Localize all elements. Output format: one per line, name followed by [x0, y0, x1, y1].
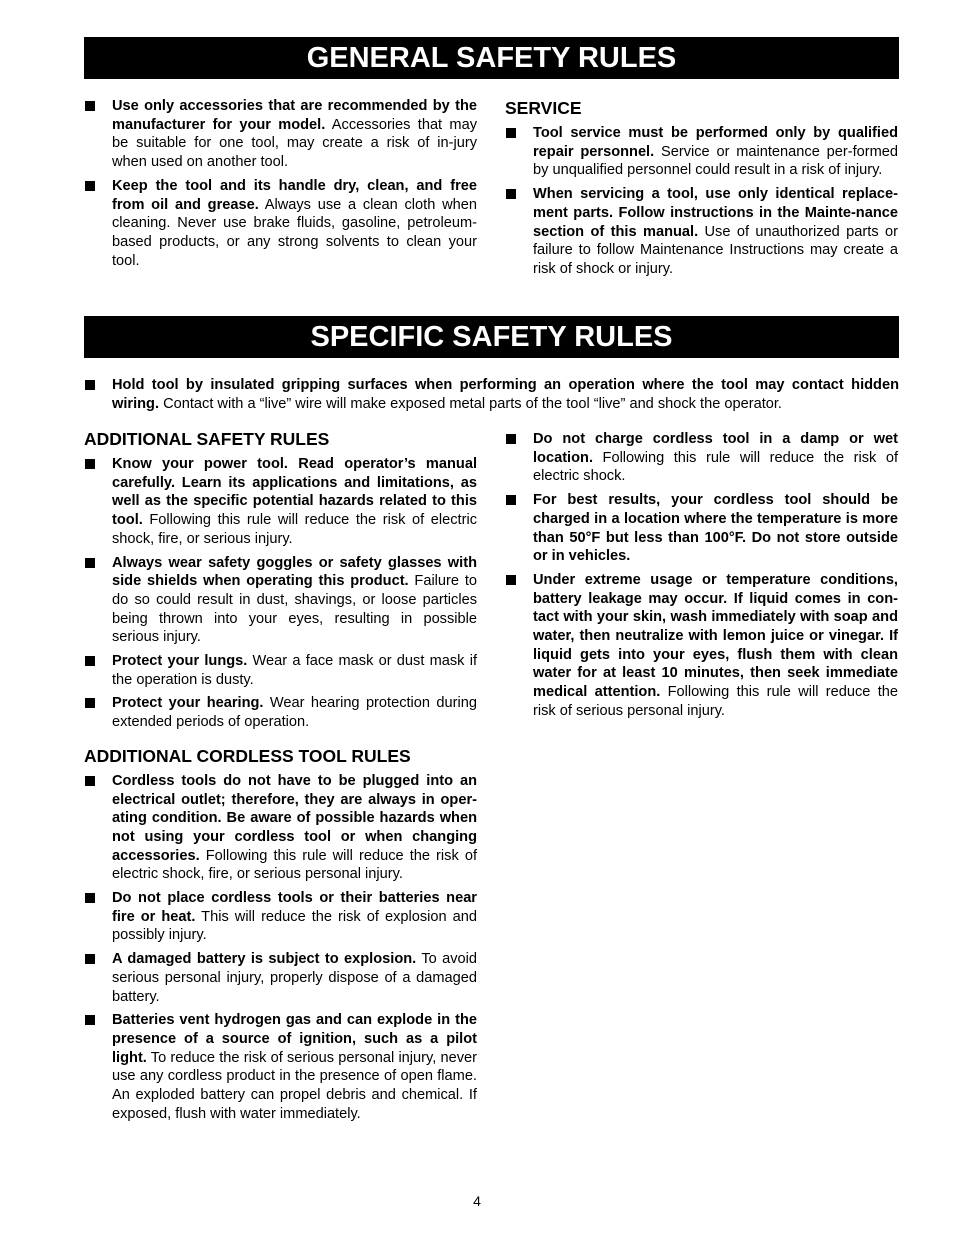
square-bullet-icon	[85, 698, 95, 708]
square-bullet-icon	[85, 776, 95, 786]
square-bullet-icon	[506, 189, 516, 199]
general-left-column	[84, 97, 477, 275]
specific-safety-rules-heading: SPECIFIC SAFETY RULES	[84, 316, 899, 358]
list-item: For best results, your cordless tool should be charged in a location where the temperature is more than 50°F but less than 100°F. Do not store outside or in vehicles.	[505, 491, 898, 566]
square-bullet-icon	[85, 893, 95, 903]
list-item: Keep the tool and its handle dry, clean, and free from oil and grease. Always use a clean cloth when cleaning. Never use brake fluids, gasoline, petroleum-based products, or any strong solvents to clean your tool.	[84, 177, 477, 271]
list-item: Know your power tool. Read operator’s manual carefully. Learn its applications and limitations, as well as the specific potential hazards related to this tool. Following this rule will reduce the risk of electric shock, fire, or serious injury.	[84, 455, 477, 549]
square-bullet-icon	[85, 656, 95, 666]
list-item: Always wear safety goggles or safety glasses with side shields when operating this product. Failure to do so could result in dust, shavings, or loose particles being thrown into your eyes, resulting in possible serious injury.	[84, 554, 477, 648]
square-bullet-icon	[85, 954, 95, 964]
list-item: Hold tool by insulated gripping surfaces when performing an operation where the tool may contact hidden wiring. Contact with a “live” wire will make exposed metal parts of the tool “live” and shock the operator.	[84, 376, 899, 413]
additional-cordless-tool-rules-heading: ADDITIONAL CORDLESS TOOL RULES	[84, 745, 411, 766]
square-bullet-icon	[85, 101, 95, 111]
list-item: When servicing a tool, use only identical replace-ment parts. Follow instructions in the Mainte-nance section of this manual. Use of unauthorized parts or failure to follow Maintenance Instructions may create a risk of shock or injury.	[505, 185, 898, 279]
square-bullet-icon	[506, 495, 516, 505]
square-bullet-icon	[85, 459, 95, 469]
square-bullet-icon	[506, 575, 516, 585]
specific-right-column	[505, 430, 898, 726]
list-item: Protect your hearing. Wear hearing protection during extended periods of operation.	[84, 694, 477, 731]
list-item: Protect your lungs. Wear a face mask or dust mask if the operation is dusty.	[84, 652, 477, 689]
list-item: Batteries vent hydrogen gas and can explode in the presence of a source of ignition, such as a pilot light. To reduce the risk of serious personal injury, never use any cordless product in the presence of open flame. An exploded battery can propel debris and chemical. If exposed, flush with water immediately.	[84, 1011, 477, 1123]
list-item: Do not place cordless tools or their batteries near fire or heat. This will reduce the risk of explosion and possibly injury.	[84, 889, 477, 945]
specific-left-column	[84, 429, 477, 1129]
list-item: Do not charge cordless tool in a damp or wet location. Following this rule will reduce the risk of electric shock.	[505, 430, 898, 486]
list-item: Under extreme usage or temperature conditions, battery leakage may occur. If liquid comes in con-tact with your skin, wash immediately with soap and water, then neutralize with lemon juice or vinegar. If liquid gets into your eyes, flush them with clean water for at least 10 minutes, then seek immediate medical attention. Following this rule will reduce the risk of serious personal injury.	[505, 571, 898, 721]
list-item: A damaged battery is subject to explosion. To avoid serious personal injury, properly dispose of a damaged battery.	[84, 950, 477, 1006]
service-column	[505, 98, 898, 284]
list-item: Use only accessories that are recommended by the manufacturer for your model. Accessories that may be suitable for one tool, may create a risk of in-jury when used on another tool.	[84, 97, 477, 172]
page-number: 4	[473, 1193, 481, 1209]
service-heading: SERVICE	[505, 98, 582, 118]
square-bullet-icon	[85, 558, 95, 568]
square-bullet-icon	[506, 128, 516, 138]
hidden-wiring-rule	[84, 376, 899, 418]
additional-safety-rules-heading: ADDITIONAL SAFETY RULES	[84, 429, 330, 449]
list-item: Tool service must be performed only by qualified repair personnel. Service or maintenance per-formed by unqualified personnel could result in a risk of injury.	[505, 124, 898, 180]
general-safety-rules-heading: GENERAL SAFETY RULES	[84, 37, 899, 79]
square-bullet-icon	[85, 380, 95, 390]
square-bullet-icon	[506, 434, 516, 444]
square-bullet-icon	[85, 1015, 95, 1025]
list-item: Cordless tools do not have to be plugged into an electrical outlet; therefore, they are always in oper-ating condition. Be aware of possible hazards when not using your cordless tool or when changing accessories. Following this rule will reduce the risk of electric shock, fire, or serious personal injury.	[84, 772, 477, 884]
square-bullet-icon	[85, 181, 95, 191]
